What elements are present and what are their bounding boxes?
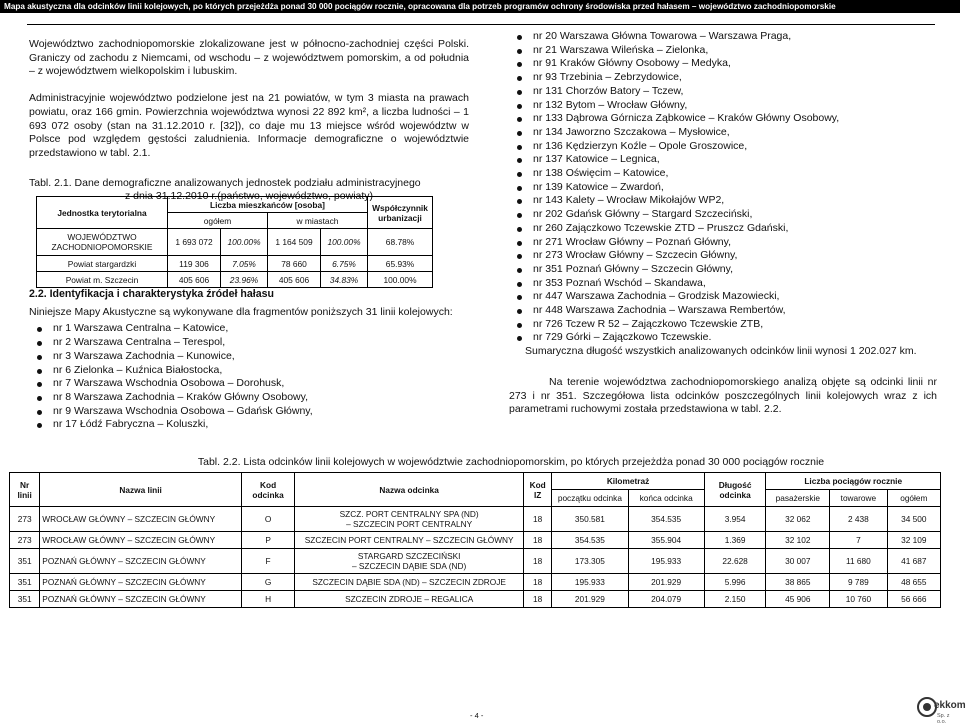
t1-cell-cities-pct: 100.00% (321, 229, 368, 256)
list-item: nr 139 Katowice – Zwardoń, (509, 181, 937, 195)
t2-segment-line1: STARGARD SZCZECIŃSKI (357, 551, 461, 561)
list-item: nr 138 Oświęcim – Katowice, (509, 167, 937, 181)
list-item: nr 726 Tczew R 52 – Zajączkowo Tczewskie ZTB, (509, 318, 937, 332)
table1-caption-line2: z dnia 31.12.2010 r.(państwo, województwo, powiaty) (124, 189, 374, 202)
t2-cell-passenger: 38 865 (766, 574, 830, 591)
t2-cell-end: 355.904 (628, 532, 704, 549)
list-item: nr 143 Kalety – Wrocław Mikołajów WP2, (509, 194, 937, 208)
t2-cell-iz: 18 (524, 549, 552, 574)
list-item: nr 91 Kraków Główny Osobowy – Medyka, (509, 57, 937, 71)
t2-cell-total: 34 500 (887, 507, 940, 532)
t2-cell-segment (295, 507, 524, 532)
t1-cell-cities: 78 660 (268, 256, 321, 272)
list-item: nr 351 Poznań Główny – Szczecin Główny, (509, 263, 937, 277)
t2-cell-start: 350.581 (552, 507, 628, 532)
t2-header-length: Długość odcinka (704, 473, 766, 507)
t2-cell-nr: 273 (10, 532, 40, 549)
page-number: - 4 - (470, 711, 484, 720)
running-header: Mapa akustyczna dla odcinków linii kolejowych, po których przejeżdża ponad 30 000 pociągów rocznie, opracowana dla potrzeb programów ochrony środowiska przed hałasem – województwo zachodniopomorskie (0, 0, 960, 13)
t2-header-passenger: pasażerskie (766, 490, 830, 507)
right-column (509, 30, 937, 417)
t2-cell-freight: 11 680 (830, 549, 887, 574)
t2-header-km-start: początku odcinka (552, 490, 628, 507)
t2-cell-segment (295, 574, 524, 591)
t2-cell-freight: 9 789 (830, 574, 887, 591)
t2-cell-line: POZNAŃ GŁÓWNY – SZCZECIN GŁÓWNY (40, 591, 242, 608)
t1-header-unit: Jednostka terytorialna (37, 197, 168, 229)
list-item: nr 133 Dąbrowa Górnicza Ząbkowice – Kraków Główny Osobowy, (509, 112, 937, 126)
paragraph-administration: Administracyjnie województwo podzielone jest na 21 powiatów, w tym 3 miasta na prawach powiatu, oraz 166 gmin. Powierzchnia województwa wynosi 22 892 km², a liczba ludności – 1 693 072 osoby (stan na 31.12.2010 r. [32]), co daje mu 13 miejsce wśród województw w Polsce pod względem gęstości zaludnienia. Informacje demograficzne o województwie przedstawiono w tabl. 2.1. (29, 92, 469, 159)
t2-cell-iz: 18 (524, 532, 552, 549)
t2-cell-kod: H (241, 591, 294, 608)
list-item: nr 7 Warszawa Wschodnia Osobowa – Dorohusk, (29, 377, 469, 391)
t2-cell-iz: 18 (524, 507, 552, 532)
list-item: nr 273 Wrocław Główny – Szczecin Główny, (509, 249, 937, 263)
t2-cell-nr: 273 (10, 507, 40, 532)
t2-cell-line: POZNAŃ GŁÓWNY – SZCZECIN GŁÓWNY (40, 549, 242, 574)
logo-text: ekkom (934, 700, 966, 711)
list-item: nr 131 Chorzów Batory – Tczew, (509, 85, 937, 99)
t2-cell-segment (295, 591, 524, 608)
list-item: nr 202 Gdańsk Główny – Stargard Szczeciński, (509, 208, 937, 222)
t1-cell-unit: Powiat m. Szczecin (37, 272, 168, 288)
t2-cell-passenger: 45 906 (766, 591, 830, 608)
t2-cell-passenger: 32 102 (766, 532, 830, 549)
t2-cell-kod: P (241, 532, 294, 549)
list-item: nr 448 Warszawa Zachodnia – Warszawa Rembertów, (509, 304, 937, 318)
list-item: nr 271 Wrocław Główny – Poznań Główny, (509, 236, 937, 250)
list-item: nr 136 Kędzierzyn Koźle – Opole Groszowice, (509, 140, 937, 154)
t2-cell-passenger: 32 062 (766, 507, 830, 532)
list-item: nr 9 Warszawa Wschodnia Osobowa – Gdańsk Główny, (29, 405, 469, 419)
table-row (37, 229, 433, 256)
t2-cell-start: 173.305 (552, 549, 628, 574)
t1-cell-cities: 1 164 509 (268, 229, 321, 256)
t2-cell-kod: F (241, 549, 294, 574)
t2-cell-kod: O (241, 507, 294, 532)
list-item: nr 260 Zajączkowo Tczewskie ZTD – Pruszcz Gdański, (509, 222, 937, 236)
section-title: 2.2. Identyfikacja i charakterystyka źródeł hałasu (29, 288, 274, 300)
t1-cell-total-pct: 7.05% (221, 256, 268, 272)
list-item: nr 8 Warszawa Zachodnia – Kraków Główny Osobowy, (29, 391, 469, 405)
list-item: nr 6 Zielonka – Kuźnica Białostocka, (29, 364, 469, 378)
list-item: nr 132 Bytom – Wrocław Główny, (509, 99, 937, 113)
logo-subtitle: Sp. z o.o. (937, 713, 950, 725)
t1-cell-urban: 100.00% (368, 272, 433, 288)
t2-header-nr: Nr linii (10, 473, 40, 507)
t2-cell-passenger: 30 007 (766, 549, 830, 574)
paragraph-location: Województwo zachodniopomorskie zlokalizowane jest w północno-zachodniej części Polski. Graniczy od zachodu z Niemcami, od wschodu – z województwem pomorskim, a od południa – z województwem wielkopolskim i lubuskim. (29, 38, 469, 78)
list-item: nr 134 Jaworzno Szczakowa – Mysłowice, (509, 126, 937, 140)
table-row (37, 256, 433, 272)
t2-segment-line1: SZCZECIN ZDROJE – REGALICA (345, 594, 474, 604)
t1-cell-urban: 68.78% (368, 229, 433, 256)
t1-cell-total-pct: 23.96% (221, 272, 268, 288)
t2-cell-end: 195.933 (628, 549, 704, 574)
t2-header-freight: towarowe (830, 490, 887, 507)
table-row (37, 272, 433, 288)
left-column-lower (29, 288, 469, 432)
t1-cell-total: 119 306 (168, 256, 221, 272)
t2-cell-total: 48 655 (887, 574, 940, 591)
t1-cell-unit: WOJEWÓDZTWO ZACHODNIOPOMORSKIE (37, 229, 168, 256)
t2-segment-line2: – SZCZECIN PORT CENTRALNY (346, 519, 473, 529)
t1-cell-total-pct: 100.00% (221, 229, 268, 256)
t2-cell-end: 354.535 (628, 507, 704, 532)
table-line-segments (9, 472, 941, 608)
t1-cell-total: 405 606 (168, 272, 221, 288)
list-item: nr 447 Warszawa Zachodnia – Grodzisk Mazowiecki, (509, 290, 937, 304)
t2-cell-nr: 351 (10, 591, 40, 608)
header-rule (27, 24, 935, 25)
t2-cell-nr: 351 (10, 549, 40, 574)
t2-cell-iz: 18 (524, 591, 552, 608)
table-row (10, 532, 941, 549)
left-column (29, 38, 469, 203)
t1-cell-urban: 65.93% (368, 256, 433, 272)
t2-cell-end: 204.079 (628, 591, 704, 608)
line-list-left (29, 322, 469, 432)
t2-header-trains: Liczba pociągów rocznie (766, 473, 941, 490)
t1-header-urbanization: Współczynnik urbanizacji (368, 197, 433, 229)
t2-cell-start: 195.933 (552, 574, 628, 591)
summary-length: Sumaryczna długość wszystkich analizowanych odcinków linii wynosi 1 202.027 km. (525, 345, 917, 358)
table2-caption: Tabl. 2.2. Lista odcinków linii kolejowych w województwie zachodniopomorskim, po których przejeżdża ponad 30 000 pociągów rocznie (197, 456, 825, 468)
list-item: nr 20 Warszawa Główna Towarowa – Warszawa Praga, (509, 30, 937, 44)
table2-block (9, 456, 953, 608)
table-row (10, 549, 941, 574)
list-item: nr 17 Łódź Fabryczna – Koluszki, (29, 418, 469, 432)
t2-cell-start: 201.929 (552, 591, 628, 608)
table-row (10, 591, 941, 608)
t2-cell-total: 56 666 (887, 591, 940, 608)
t2-segment-line1: SZCZ. PORT CENTRALNY SPA (ND) (339, 509, 479, 519)
t2-segment-line1: SZCZECIN DĄBIE SDA (ND) – SZCZECIN ZDROJE (312, 577, 506, 587)
t2-cell-length: 2.150 (704, 591, 766, 608)
t1-header-total: ogółem (168, 213, 268, 229)
t1-cell-unit: Powiat stargardzki (37, 256, 168, 272)
list-item: nr 2 Warszawa Centralna – Terespol, (29, 336, 469, 350)
t1-cell-total: 1 693 072 (168, 229, 221, 256)
t2-cell-line: WROCŁAW GŁÓWNY – SZCZECIN GŁÓWNY (40, 507, 242, 532)
t1-header-cities: w miastach (268, 213, 368, 229)
t2-cell-freight: 10 760 (830, 591, 887, 608)
table-row (10, 507, 941, 532)
list-item: nr 3 Warszawa Zachodnia – Kunowice, (29, 350, 469, 364)
t2-cell-end: 201.929 (628, 574, 704, 591)
table-demographics (36, 196, 433, 288)
t2-cell-freight: 2 438 (830, 507, 887, 532)
t2-cell-total: 32 109 (887, 532, 940, 549)
list-item: nr 21 Warszawa Wileńska – Zielonka, (509, 44, 937, 58)
list-item: nr 1 Warszawa Centralna – Katowice, (29, 322, 469, 336)
t2-cell-segment (295, 549, 524, 574)
t1-cell-cities-pct: 34.83% (321, 272, 368, 288)
t2-header-segment-name: Nazwa odcinka (295, 473, 524, 507)
t2-cell-start: 354.535 (552, 532, 628, 549)
t2-cell-length: 1.369 (704, 532, 766, 549)
list-item: nr 729 Górki – Zajączkowo Tczewskie. (509, 331, 937, 345)
t2-cell-freight: 7 (830, 532, 887, 549)
table-row (10, 574, 941, 591)
t2-header-line-name: Nazwa linii (40, 473, 242, 507)
list-item: nr 137 Katowice – Legnica, (509, 153, 937, 167)
t2-header-km: Kilometraż (552, 473, 705, 490)
list-item: nr 93 Trzebinia – Zebrzydowice, (509, 71, 937, 85)
t2-header-kod-iz: Kod IZ (524, 473, 552, 507)
line-list-right (509, 30, 937, 345)
paragraph-lines-intro: Niniejsze Mapy Akustyczne są wykonywane dla fragmentów poniższych 31 linii kolejowych: (29, 305, 453, 318)
t2-header-km-end: końca odcinka (628, 490, 704, 507)
t2-header-total: ogółem (887, 490, 940, 507)
t2-cell-length: 5.996 (704, 574, 766, 591)
t2-cell-kod: G (241, 574, 294, 591)
t2-segment-line2: – SZCZECIN DĄBIE SDA (ND) (351, 561, 467, 571)
paragraph-region-lines: Na terenie województwa zachodniopomorskiego analizą objęte są odcinki linii nr 273 i nr 351. Szczegółowa lista odcinków poszczególnych linii kolejowych wraz z ich parametrami ruchowymi została przedstawiona w tabl. 2.2. (509, 375, 937, 416)
t2-cell-nr: 351 (10, 574, 40, 591)
t2-cell-line: WROCŁAW GŁÓWNY – SZCZECIN GŁÓWNY (40, 532, 242, 549)
t2-cell-length: 22.628 (704, 549, 766, 574)
t2-header-kod: Kod odcinka (241, 473, 294, 507)
t1-cell-cities-pct: 6.75% (321, 256, 368, 272)
t2-cell-total: 41 687 (887, 549, 940, 574)
t2-cell-line: POZNAŃ GŁÓWNY – SZCZECIN GŁÓWNY (40, 574, 242, 591)
t2-cell-segment (295, 532, 524, 549)
t2-segment-line1: SZCZECIN PORT CENTRALNY – SZCZECIN GŁÓWNY (304, 535, 514, 545)
t2-cell-iz: 18 (524, 574, 552, 591)
t2-cell-length: 3.954 (704, 507, 766, 532)
t1-cell-cities: 405 606 (268, 272, 321, 288)
list-item: nr 353 Poznań Wschód – Skandawa, (509, 277, 937, 291)
table1-caption-line1: Tabl. 2.1. Dane demograficzne analizowanych jednostek podziału administracyjnego (29, 176, 421, 189)
t1-header-population: Liczba mieszkańców [osoba] (168, 197, 368, 213)
